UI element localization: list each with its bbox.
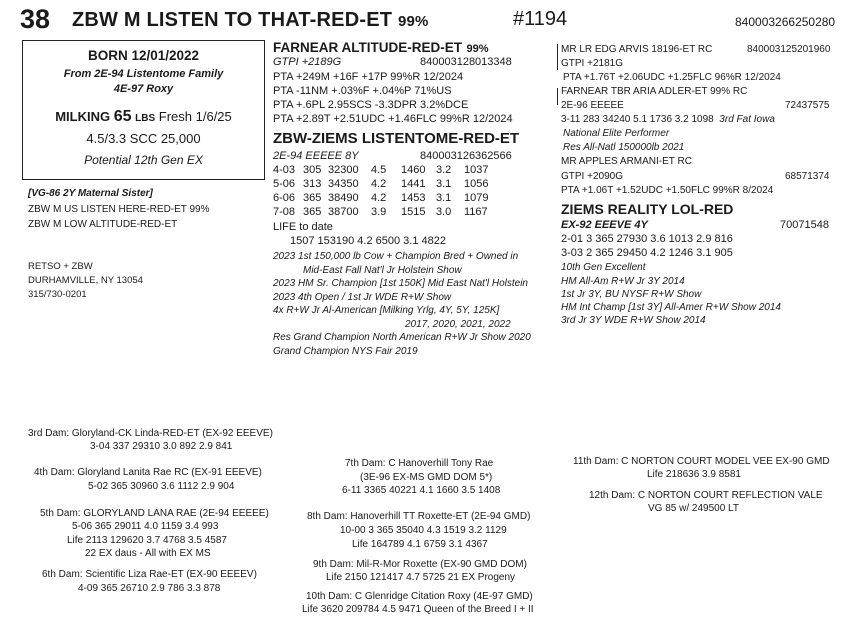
- dam-sire-gtpi: GTPI +2090G: [561, 171, 623, 182]
- dam-life-label: LIFE to date: [273, 221, 333, 233]
- dam-dam-reg: 70071548: [780, 219, 829, 231]
- pedigree-4th-dam: 4th Dam: Gloryland Lanita Rae RC (EX-91 EEEVE): [34, 467, 262, 478]
- sire-reg: 840003128013348: [420, 56, 512, 68]
- sire-pct: 99%: [466, 43, 489, 55]
- pedigree-12th-dam: 12th Dam: C NORTON COURT REFLECTION VALE: [589, 490, 823, 501]
- dam-sire-reg: 68571374: [785, 171, 830, 182]
- pedigree-8th-dam-life: Life 164789 4.1 6759 3.1 4367: [352, 539, 488, 550]
- dam-dam-name: ZIEMS REALITY LOL-RED: [561, 201, 734, 217]
- sire-gtpi: GTPI +2189G: [273, 56, 342, 68]
- pedigree-6th-dam-record: 4-09 365 26710 2.9 786 3.3 878: [78, 583, 221, 594]
- pedigree-7th-dam-class: (3E-96 EX-MS GMD DOM 5*): [360, 472, 493, 483]
- pedigree-11th-dam: 11th Dam: C NORTON COURT MODEL VEE EX-90 GMD: [573, 456, 830, 467]
- dam-record-row: 5-06 313 34350 4.2 1441 3.1 1056: [273, 178, 489, 190]
- sire-pta-2: PTA -11NM +.03%F +.04%P 71%US: [273, 85, 452, 97]
- dam-note: 2023 1st 150,000 lb Cow + Champion Bred + Owned in: [273, 251, 519, 262]
- maternal-sister-1: ZBW M US LISTEN HERE-RED-ET 99%: [28, 204, 210, 215]
- component-stats: 4.5/3.3 SCC 25,000: [86, 131, 201, 146]
- dam-life: 1507 153190 4.2 6500 3.1 4822: [290, 235, 446, 247]
- pedigree-7th-dam: 7th Dam: C Hanoverhill Tony Rae: [345, 458, 494, 469]
- pedigree-6th-dam: 6th Dam: Scientific Liza Rae-ET (EX-90 EEEEV): [42, 569, 257, 580]
- animal-name-text: ZBW M LISTEN TO THAT-RED-ET: [72, 9, 393, 31]
- lot-number: 38: [20, 4, 51, 34]
- roxy-line: 4E-97 Roxy: [113, 83, 174, 95]
- sire-dam-name: FARNEAR TBR ARIA ADLER-ET 99% RC: [561, 86, 748, 97]
- pedigree-5th-dam: 5th Dam: GLORYLAND LANA RAE (2E-94 EEEEE): [40, 508, 269, 519]
- dam-note: Res Grand Champion North American R+W Jr Show 2020: [273, 332, 531, 343]
- dam-record-row: 4-03 305 32300 4.5 1460 3.2 1037: [273, 164, 489, 176]
- dam-note: 2023 4th Open / 1st Jr WDE R+W Show: [273, 292, 452, 303]
- potential-line: Potential 12th Gen EX: [84, 153, 203, 167]
- dam-dam-note: 3rd Jr 3Y WDE R+W Show 2014: [561, 315, 706, 326]
- dam-note: 2023 HM Sr. Champion [1st 150K] Mid East Nat'l Holstein: [273, 278, 528, 289]
- dam-dam-record: 2-01 3 365 27930 3.6 1013 2.9 816: [561, 233, 733, 245]
- dam-record-row: 6-06 365 38490 4.2 1453 3.1 1079: [273, 192, 489, 204]
- pedigree-bracket: [557, 88, 558, 105]
- consignor-city: DURHAMVILLE, NY 13054: [28, 275, 143, 286]
- pedigree-9th-dam: 9th Dam: Mil-R-Mor Roxette (EX-90 GMD DOM): [313, 559, 527, 570]
- pedigree-9th-dam-life: Life 2150 121417 4.7 5725 21 EX Progeny: [326, 572, 516, 583]
- info-box: [22, 40, 265, 180]
- dam-sire-pta: PTA +1.06T +1.52UDC +1.50FLC 99%R 8/2024: [561, 185, 774, 196]
- dam-class: 2E-94 EEEEE 8Y: [273, 150, 359, 162]
- catalog-number: #1194: [513, 8, 568, 30]
- sire-pta-1: PTA +249M +16F +17P 99%R 12/2024: [273, 71, 464, 83]
- dam-dam-note: 10th Gen Excellent: [561, 262, 646, 273]
- pedigree-10th-dam: 10th Dam: C Glenridge Citation Roxy (4E-97 GMD): [306, 591, 533, 602]
- sire-title: [273, 39, 488, 57]
- milking-label: MILKING: [55, 109, 111, 124]
- pedigree-11th-dam-life: Life 218636 3.9 8581: [647, 469, 741, 480]
- milking-unit: LBS: [135, 113, 156, 124]
- animal-name: [72, 9, 429, 32]
- sire-dam-reg: 72437575: [785, 100, 830, 111]
- sire-sire-pta: PTA +1.76T +2.06UDC +1.25FLC 96%R 12/2024: [563, 72, 781, 83]
- born-date: BORN 12/01/2022: [87, 48, 200, 63]
- family-line: From 2E-94 Listentome Family: [63, 68, 224, 80]
- sire-pta-4: PTA +2.89T +2.51UDC +1.46FLC 99%R 12/2024: [273, 113, 513, 125]
- dam-note: 4x R+W Jr Al-American [Milking Yrlg, 4Y, 5Y, 125K]: [273, 305, 500, 316]
- sire-pta-3: PTA +.6PL 2.95SCS -3.3DPR 3.2%DCE: [273, 99, 469, 111]
- pedigree-10th-dam-life: Life 3620 209784 4.5 9471 Queen of the Breed I + II: [302, 604, 534, 615]
- animal-percent: 99%: [397, 13, 429, 30]
- pedigree-8th-dam: 8th Dam: Hanoverhill TT Roxette-ET (2E-94 GMD): [307, 511, 531, 522]
- milking-line: [23, 108, 264, 126]
- sire-dam-note: Res All-Natl 150000lb 2021: [563, 142, 685, 153]
- dam-dam-note: HM All-Am R+W Jr 3Y 2014: [561, 276, 685, 287]
- pedigree-3rd-dam: 3rd Dam: Gloryland-CK Linda-RED-ET (EX-92 EEEVE): [28, 428, 273, 439]
- milking-lbs: 65: [113, 108, 132, 125]
- dam-dam-note: 1st Jr 3Y, BU NYSF R+W Show: [561, 289, 702, 300]
- sire-dam-class: 2E-96 EEEEE: [561, 100, 624, 111]
- dam-reg: 840003126362566: [420, 150, 512, 162]
- sire-dam-record: 3-11 283 34240 5.1 1736 3.2 1098 3rd Fat Iowa: [561, 114, 775, 125]
- dam-dam-note: HM Int Champ [1st 3Y] All-Amer R+W Show 2014: [561, 302, 781, 313]
- fresh-date: Fresh 1/6/25: [158, 109, 232, 124]
- pedigree-7th-dam-record: 6-11 3365 40221 4.1 1660 3.5 1408: [342, 485, 501, 496]
- pedigree-bracket: [557, 44, 558, 70]
- sire-sire-gtpi: GTPI +2181G: [561, 58, 623, 69]
- maternal-sister-2: ZBW M LOW ALTITUDE-RED-ET: [28, 219, 178, 230]
- sire-sire-name: MR LR EDG ARVIS 18196-ET RC: [561, 44, 713, 55]
- dam-dam-record: 3-03 2 365 29450 4.2 1246 3.1 905: [561, 247, 733, 259]
- dam-sire-name: MR APPLES ARMANI-ET RC: [561, 156, 692, 167]
- sire-sire-reg: 840003125201960: [747, 44, 831, 55]
- dam-note: Mid-East Fall Nat'l Jr Holstein Show: [303, 265, 462, 276]
- dam-dam-class: EX-92 EEEVE 4Y: [561, 219, 648, 231]
- pedigree-3rd-dam-record: 3-04 337 29310 3.0 892 2.9 841: [90, 441, 233, 452]
- dam-name: ZBW-ZIEMS LISTENTOME-RED-ET: [273, 130, 520, 147]
- sire-dam-note: National Elite Performer: [563, 128, 670, 139]
- sire-name: FARNEAR ALTITUDE-RED-ET: [273, 40, 462, 55]
- pedigree-8th-dam-record: 10-00 3 365 35040 4.3 1519 3.2 1129: [340, 525, 507, 536]
- dam-record-row: 7-08 365 38700 3.9 1515 3.0 1167: [273, 206, 488, 218]
- pedigree-12th-dam-note: VG 85 w/ 249500 LT: [648, 503, 739, 514]
- dam-note: Grand Champion NYS Fair 2019: [273, 346, 418, 357]
- pedigree-5th-dam-life: Life 2113 129620 3.7 4768 3.5 4587: [67, 535, 227, 546]
- registration-number: 840003266250280: [735, 15, 836, 29]
- maternal-sister-title: [VG-86 2Y Maternal Sister]: [28, 188, 153, 199]
- pedigree-5th-dam-note: 22 EX daus - All with EX MS: [85, 548, 211, 559]
- dam-note: 2017, 2020, 2021, 2022: [405, 319, 511, 330]
- consignor-name: RETSO + ZBW: [28, 261, 93, 272]
- pedigree-4th-dam-record: 5-02 365 30960 3.6 1112 2.9 904: [88, 481, 235, 492]
- pedigree-5th-dam-record: 5-06 365 29011 4.0 1159 3.4 993: [72, 521, 219, 532]
- consignor-phone: 315/730-0201: [28, 289, 87, 300]
